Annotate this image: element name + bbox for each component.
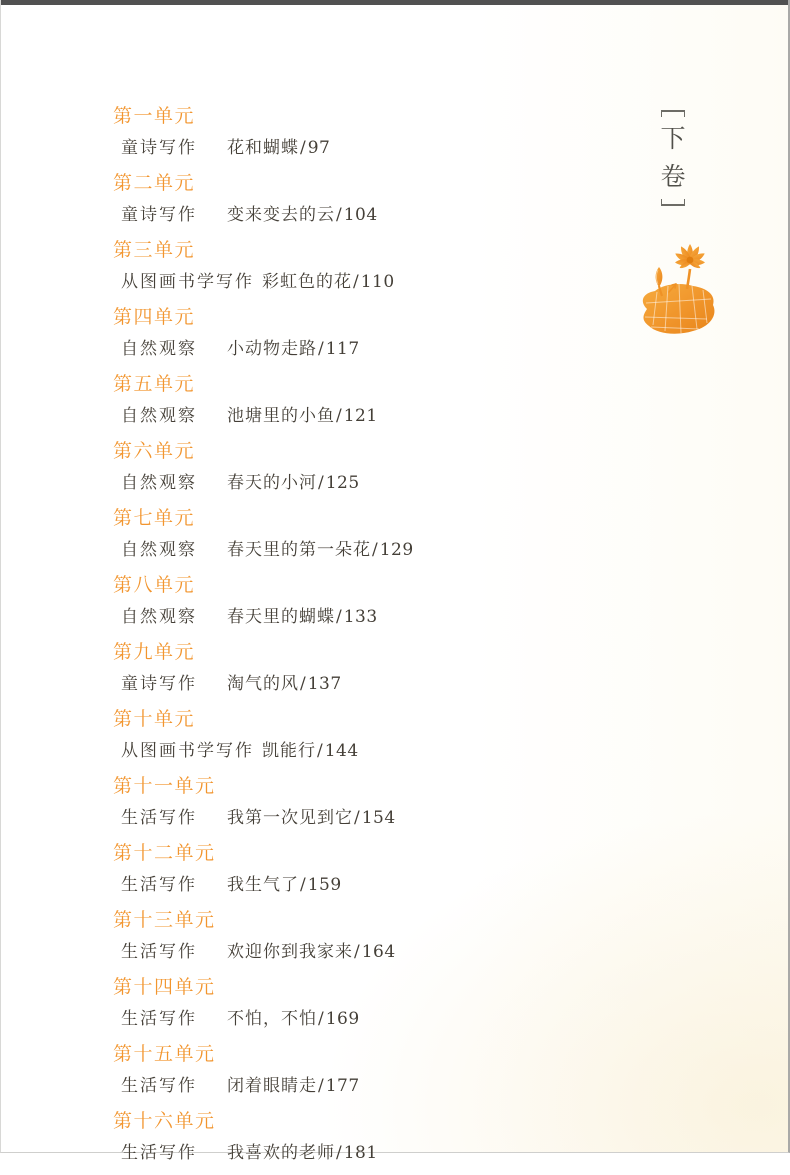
toc-entry-row: [113, 807, 583, 829]
entry-title: [227, 606, 378, 628]
entry-title: [227, 941, 396, 963]
toc-unit-block: [113, 505, 583, 561]
entry-separator: /: [336, 205, 343, 225]
unit-heading: 第八单元: [113, 574, 196, 596]
entry-title-text: 不怕，不怕: [227, 1009, 317, 1029]
unit-heading: 第十三单元: [113, 909, 216, 931]
unit-heading: 第十四单元: [113, 976, 216, 998]
entry-separator: /: [317, 741, 324, 761]
unit-heading: 第六单元: [113, 440, 196, 462]
toc-unit-block: [113, 103, 583, 159]
toc-entry-row: [113, 1142, 583, 1164]
entry-page-number: 117: [325, 339, 360, 359]
entry-category-label: 从图画书学写作: [121, 272, 254, 292]
entry-category-label: 自然观察: [121, 607, 197, 627]
unit-heading: 第七单元: [113, 507, 196, 529]
toc-unit-block: [113, 773, 583, 829]
toc-unit-block: [113, 840, 583, 896]
toc-unit-block: [113, 974, 583, 1030]
entry-separator: /: [300, 674, 307, 694]
toc-unit-block: [113, 237, 583, 293]
entry-category-label: 自然观察: [121, 473, 197, 493]
entry-page-number: 164: [361, 942, 396, 962]
toc-entry-row: [113, 1008, 583, 1030]
entry-title: [227, 338, 360, 360]
page-top-edge: [1, 0, 788, 5]
unit-heading: 第二单元: [113, 172, 196, 194]
volume-char-juan: 卷: [660, 162, 686, 191]
entry-page-number: 104: [343, 205, 378, 225]
entry-title-text: 春天里的第一朵花: [227, 540, 371, 560]
entry-title-text: 我喜欢的老师: [227, 1143, 335, 1163]
toc-entry-row: [113, 137, 583, 159]
bracket-top-icon: [661, 110, 685, 117]
entry-title: [227, 539, 414, 561]
entry-title: [227, 1075, 360, 1097]
toc-unit-block: [113, 706, 583, 762]
entry-title-text: 春天的小河: [227, 473, 317, 493]
entry-page-number: 154: [361, 808, 396, 828]
entry-page-number: 133: [343, 607, 378, 627]
entry-title: [227, 1008, 360, 1030]
toc-entry-row: [113, 338, 583, 360]
unit-heading: 第十五单元: [113, 1043, 216, 1065]
unit-heading: 第十六单元: [113, 1110, 216, 1132]
unit-heading: 第五单元: [113, 373, 196, 395]
toc-entry-row: [113, 472, 583, 494]
entry-page-number: 177: [325, 1076, 360, 1096]
toc-unit-block: [113, 304, 583, 360]
entry-page-number: 97: [307, 138, 331, 158]
entry-page-number: 110: [360, 272, 395, 292]
entry-separator: /: [300, 875, 307, 895]
entry-category-label: 自然观察: [121, 339, 197, 359]
entry-category-label: 童诗写作: [121, 674, 197, 694]
unit-heading: 第九单元: [113, 641, 196, 663]
entry-title-text: 花和蝴蝶: [227, 138, 299, 158]
entry-page-number: 121: [343, 406, 378, 426]
entry-separator: /: [318, 473, 325, 493]
entry-page-number: 169: [325, 1009, 360, 1029]
unit-heading: 第四单元: [113, 306, 196, 328]
entry-separator: /: [353, 272, 360, 292]
entry-title: [227, 807, 396, 829]
entry-separator: /: [318, 339, 325, 359]
entry-separator: /: [318, 1076, 325, 1096]
entry-separator: /: [354, 808, 361, 828]
entry-title: [227, 673, 342, 695]
entry-separator: /: [318, 1009, 325, 1029]
entry-separator: /: [336, 607, 343, 627]
unit-heading: 第十一单元: [113, 775, 216, 797]
entry-category-label: 童诗写作: [121, 205, 197, 225]
entry-title: [262, 271, 395, 293]
volume-char-xia: 下: [660, 124, 686, 153]
entry-separator: /: [300, 138, 307, 158]
toc-unit-block: [113, 572, 583, 628]
toc-entry-row: [113, 271, 583, 293]
entry-page-number: 125: [325, 473, 360, 493]
toc-entry-row: [113, 740, 583, 762]
toc-entry-row: [113, 204, 583, 226]
entry-title-text: 闭着眼睛走: [227, 1076, 317, 1096]
entry-title-text: 变来变去的云: [227, 205, 335, 225]
entry-separator: /: [372, 540, 379, 560]
entry-page-number: 137: [307, 674, 342, 694]
entry-title: [227, 137, 330, 159]
entry-category-label: 生活写作: [121, 875, 197, 895]
entry-title: [262, 740, 359, 762]
entry-title: [227, 472, 360, 494]
toc-entry-row: [113, 606, 583, 628]
toc-unit-block: [113, 639, 583, 695]
entry-page-number: 159: [307, 875, 342, 895]
entry-title-text: 春天里的蝴蝶: [227, 607, 335, 627]
toc-unit-block: [113, 1041, 583, 1097]
entry-title: [227, 874, 342, 896]
toc-unit-block: [113, 1108, 583, 1164]
toc-entry-row: [113, 539, 583, 561]
entry-title-text: 我生气了: [227, 875, 299, 895]
entry-title: [227, 204, 378, 226]
entry-category-label: 生活写作: [121, 942, 197, 962]
entry-category-label: 生活写作: [121, 1076, 197, 1096]
toc-entry-row: [113, 874, 583, 896]
entry-title-text: 彩虹色的花: [262, 272, 352, 292]
entry-title-text: 池塘里的小鱼: [227, 406, 335, 426]
toc-entry-row: [113, 673, 583, 695]
entry-title: [227, 1142, 378, 1164]
entry-category-label: 生活写作: [121, 808, 197, 828]
entry-title-text: 淘气的风: [227, 674, 299, 694]
entry-page-number: 129: [379, 540, 414, 560]
toc-list: [113, 103, 583, 1175]
lotus-stamp-illustration: [635, 239, 721, 337]
toc-entry-row: [113, 1075, 583, 1097]
unit-heading: 第十单元: [113, 708, 196, 730]
entry-category-label: 生活写作: [121, 1009, 197, 1029]
toc-entry-row: [113, 941, 583, 963]
entry-title-text: 我第一次见到它: [227, 808, 353, 828]
toc-unit-block: [113, 438, 583, 494]
entry-category-label: 从图画书学写作: [121, 741, 254, 761]
volume-label: [659, 110, 687, 206]
toc-unit-block: [113, 371, 583, 427]
lotus-icon: [635, 239, 721, 337]
toc-entry-row: [113, 405, 583, 427]
entry-page-number: 144: [324, 741, 359, 761]
entry-category-label: 生活写作: [121, 1143, 197, 1163]
toc-unit-block: [113, 907, 583, 963]
toc-unit-block: [113, 170, 583, 226]
entry-title-text: 凯能行: [262, 741, 316, 761]
entry-separator: /: [336, 406, 343, 426]
entry-separator: /: [354, 942, 361, 962]
entry-category-label: 自然观察: [121, 406, 197, 426]
entry-separator: /: [336, 1143, 343, 1163]
entry-title: [227, 405, 378, 427]
bracket-bottom-icon: [661, 199, 685, 206]
unit-heading: 第一单元: [113, 105, 196, 127]
entry-category-label: 童诗写作: [121, 138, 197, 158]
entry-category-label: 自然观察: [121, 540, 197, 560]
entry-title-text: 小动物走路: [227, 339, 317, 359]
entry-page-number: 181: [343, 1143, 378, 1163]
entry-title-text: 欢迎你到我家来: [227, 942, 353, 962]
unit-heading: 第十二单元: [113, 842, 216, 864]
unit-heading: 第三单元: [113, 239, 196, 261]
